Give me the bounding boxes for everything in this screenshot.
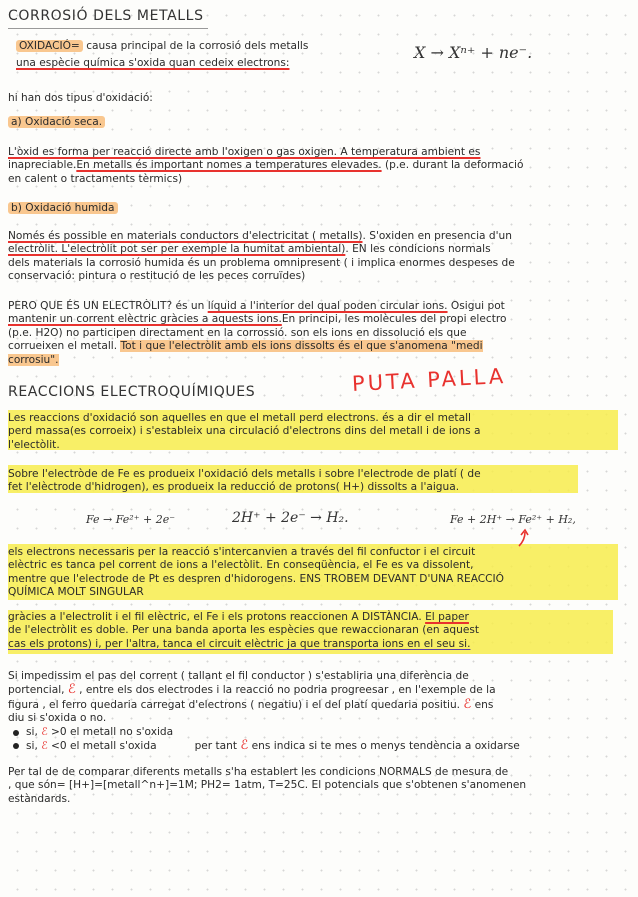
- b2-text: <0 el metall s'oxida: [47, 740, 157, 753]
- b-line1a: Només és possible en materials conductors d'electricitat ( metalls): [8, 230, 363, 242]
- a-line3: en calent o tractaments tèrmics): [8, 172, 183, 185]
- list-item: [26, 726, 628, 739]
- el-line1a: PERO QUE ÉS UN ELECTRÒLIT? és un: [8, 300, 208, 312]
- r-line4: Sobre l'electròde de Fe es produeix l'oxidació dels metalls i sobre l'electrode de platí ( de: [8, 468, 481, 480]
- heading-b: b) Oxidació humida: [8, 202, 118, 214]
- oxidacio-line2: una espècie química s'oxida quan cedeix electrons:: [16, 57, 290, 70]
- equation-oxidation: Fe → Fe²⁺ + 2e⁻: [86, 513, 176, 526]
- a-line1: L'òxid es forma per reacció directe amb l'oxigen o gas oxigen. A temperatura ambient es: [8, 146, 481, 158]
- heading-a: a) Oxidació seca.: [8, 116, 105, 128]
- b-line4: conservació: pintura o restitució de les peces corruïdes): [8, 270, 306, 283]
- el-line2b: En principi, les molècules del propi electro: [281, 313, 507, 326]
- b2-text-d: ens indica si te mes o menys tendència a oxidarse: [248, 740, 520, 753]
- b-line2b: L'electròlit pot ser per exemple la humitat ambiental): [57, 243, 346, 256]
- r-line11: de l'electròlit es doble. Per una banda aporta les espècies que rewaccionaran (en aquest: [8, 624, 480, 637]
- electrolit-text: [8, 300, 628, 367]
- section-title-reaccions: REACCIONS ELECTROQUÍMIQUES: [8, 384, 256, 400]
- r-line8: mentre que l'electrode de Pt es despren d'hidorogens. ENS TROBEM DEVANT D'UNA REACCIÓ: [8, 572, 505, 585]
- a-line2c: (p.e. durant la deformació: [381, 159, 524, 172]
- el-line1c: Osigui pot: [447, 300, 505, 312]
- section-a-text: [8, 146, 628, 186]
- reaccions-text-2: [8, 468, 628, 495]
- el-line5: corrosiu".: [8, 353, 59, 366]
- intro-text: hi han dos tipus d'oxidació:: [8, 92, 153, 104]
- page-title: CORROSIÓ DELS METALLS: [8, 8, 204, 24]
- r-line14a: portencial,: [8, 684, 68, 697]
- el-line2a: mantenir un corrent elèctric gràcies a aquests ions.: [8, 313, 282, 326]
- a-line2a: inapreciable.: [8, 159, 77, 172]
- list-item: [26, 739, 628, 753]
- condition-list: [8, 726, 628, 754]
- r-line10b: El paper: [425, 611, 469, 623]
- epsilon-symbol: ℰ: [240, 738, 249, 754]
- reaccions-text-6: [8, 766, 628, 806]
- oxidacio-formula: X → Xⁿ⁺ + ne⁻.: [414, 43, 533, 62]
- oxidacio-label: OXIDACIÓ=: [16, 40, 83, 52]
- r-line2: perd massa(es corroeix) i s'estableix una circulació d'electrons dins del metall i de ions a: [8, 425, 481, 438]
- r-line15b: ens: [471, 698, 494, 711]
- reaccions-text-4: [8, 611, 628, 651]
- red-arrow: [515, 528, 535, 548]
- r-line1: Les reaccions d'oxidació son aquelles en que el metall perd electrons. és a dir el metall: [8, 412, 471, 424]
- reaccions-text-1: [8, 412, 628, 452]
- r-line15a: figura , el ferro quedaria carregat d'electrons ( negatiu) i el del platí quedaria positiu.: [8, 698, 464, 711]
- r-line7: elèctric es tanca pel corrent de ions a l'electòlit. En conseqüència, el Fe es va dissolent,: [8, 559, 474, 572]
- epsilon-symbol: ℰ: [41, 725, 48, 738]
- a-line2b: En metalls és important nomes a temperatures elevades.: [76, 159, 382, 172]
- b-line2c: . EN les condicions normals: [345, 243, 491, 256]
- reaccions-text-3: [8, 546, 628, 600]
- red-annotation: PUTA PALLA: [351, 363, 507, 397]
- r-line19: estàndards.: [8, 792, 71, 805]
- b1-text: >0 el metall no s'oxida: [47, 725, 174, 738]
- oxidacio-block: [16, 40, 636, 71]
- equation-overall: Fe + 2H⁺ → Fe²⁺ + H₂,: [450, 513, 576, 526]
- el-line4b: Tot i que l'electròlit amb els ions dissolts és el que s'anomena "medi: [120, 340, 483, 353]
- b-line2a: electròlit.: [8, 243, 58, 256]
- r-line13: Si impedissim el pas del corrent ( tallant el fil conductor ) s'establiria una diferència de: [8, 670, 469, 682]
- r-line5: fet l'elèctrode d'hidrogen), es produeix la reducció de protons( H+) dissolts a l'aigua.: [8, 481, 460, 494]
- b2-text-c: per tant: [194, 740, 241, 753]
- b1-prefix: si,: [26, 725, 42, 738]
- r-line3: l'electòlit.: [8, 438, 60, 451]
- r-line14b: , entre els dos electrodes i la reacció no podria progreesar , en l'exemple de la: [75, 684, 496, 697]
- r-line12: cas els protons) i, per l'altra, tanca el circuit elèctric ja que transporta ions en el seu si.: [8, 637, 471, 650]
- el-line3: (p.e. H2O) no participen directament en la corrossió. son els ions en dissolució els que: [8, 326, 467, 339]
- r-line17: Per tal de de comparar diferents metalls s'ha establert les condicions NORMALS de mesura de: [8, 766, 509, 778]
- r-line18: , que són= [H+]=[metall^n+]=1M; PH2= 1atm, T=25C. El potencials que s'obtenen s'anomenen: [8, 779, 527, 792]
- equation-reduction: 2H⁺ + 2e⁻ → H₂.: [232, 510, 349, 526]
- r-line10a: gràcies a l'electrolit i el fil elèctric, el Fe i els protons reaccionen A DISTÀNCIA.: [8, 611, 426, 623]
- b-line1b: . S'oxiden en presencia d'un: [362, 230, 512, 242]
- b2-prefix: si,: [26, 740, 42, 753]
- epsilon-symbol: ℰ: [463, 696, 472, 712]
- b-line3: dels materials la corrosió humida és un problema omnipresent ( i implica enormes despeses de: [8, 256, 515, 269]
- el-line1b: líquid a l'interior del qual poden circular ions.: [207, 300, 448, 312]
- el-line4a: corrueixen el metall.: [8, 340, 121, 353]
- title-underline: [8, 28, 208, 29]
- r-line9: QUÍMICA MOLT SINGULAR: [8, 586, 144, 599]
- r-line16: diu si s'oxida o no.: [8, 712, 107, 725]
- reaccions-text-5: [8, 670, 628, 753]
- section-b-text: [8, 230, 628, 284]
- epsilon-symbol: ℰ: [67, 682, 76, 698]
- r-line6: els electrons necessaris per la reacció s'intercanvien a través del fil confuctor i el circuit: [8, 546, 476, 558]
- epsilon-symbol: ℰ: [41, 740, 48, 753]
- oxidacio-line1: causa principal de la corrosió dels metalls: [86, 40, 309, 52]
